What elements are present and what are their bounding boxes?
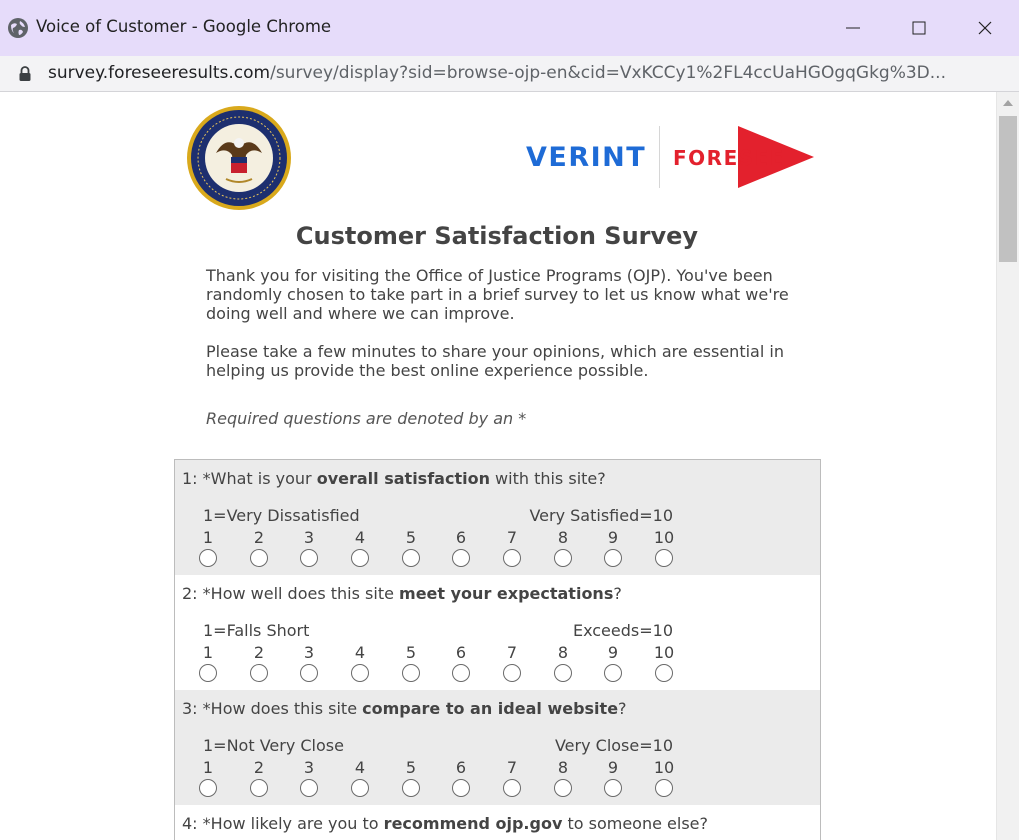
globe-icon	[7, 17, 29, 39]
q3-radio-3[interactable]	[300, 779, 318, 797]
question-text	[182, 814, 708, 833]
scale-number: 6	[455, 528, 467, 547]
scale-high-text: Very Close=10	[554, 736, 673, 755]
q1-radio-10[interactable]	[655, 549, 673, 567]
url-text	[48, 63, 946, 83]
scale-number: 10	[653, 758, 675, 777]
q1-radio-7[interactable]	[503, 549, 521, 567]
doj-ojp-seal-logo	[186, 105, 292, 211]
foresee-logo: FORESEE	[673, 146, 785, 170]
q1-radio-8[interactable]	[554, 549, 572, 567]
logo-divider	[659, 126, 660, 188]
url-path: /survey/display?sid=browse-ojp-en&cid=VxKCCy1%2FL4ccUaHGOgqGkg%3D...	[270, 63, 946, 83]
q3-radio-2[interactable]	[250, 779, 268, 797]
scale-number: 1	[202, 643, 214, 662]
scale-number: 2	[253, 643, 265, 662]
intro-paragraph-1: Thank you for visiting the Office of Justice Programs (OJP). You've been randomly chosen to take part in a brief survey to let us know what we're doing well and where we can improve.	[206, 266, 789, 323]
q1-radio-3[interactable]	[300, 549, 318, 567]
q2-radio-3[interactable]	[300, 664, 318, 682]
question-text	[182, 699, 627, 718]
scale-number: 7	[506, 643, 518, 662]
q1-radio-2[interactable]	[250, 549, 268, 567]
q2-radio-6[interactable]	[452, 664, 470, 682]
scale-number: 8	[557, 528, 569, 547]
address-bar[interactable]	[0, 56, 1019, 92]
q3-radio-8[interactable]	[554, 779, 572, 797]
close-icon	[977, 20, 993, 36]
scale-number: 5	[405, 643, 417, 662]
question-4	[175, 805, 820, 840]
question-prefix: 3: *How does this site	[182, 699, 363, 718]
q3-radio-5[interactable]	[402, 779, 420, 797]
q3-radio-7[interactable]	[503, 779, 521, 797]
scale-number: 7	[506, 758, 518, 777]
scale-number: 9	[607, 758, 619, 777]
q1-radio-1[interactable]	[199, 549, 217, 567]
q2-radio-7[interactable]	[503, 664, 521, 682]
question-suffix: ?	[613, 584, 622, 603]
q1-radio-5[interactable]	[402, 549, 420, 567]
scale-number: 5	[405, 758, 417, 777]
required-questions-note: Required questions are denoted by an *	[206, 409, 527, 428]
scale-low-label: 1=Falls Short	[203, 621, 310, 640]
scroll-up-arrow-icon[interactable]	[1003, 100, 1013, 106]
window-title-bar	[0, 0, 1019, 56]
scale-number: 4	[354, 528, 366, 547]
questions-panel	[174, 459, 821, 840]
close-button[interactable]	[970, 14, 1000, 42]
question-emphasis: compare to an ideal website	[362, 699, 619, 718]
q3-radio-9[interactable]	[604, 779, 622, 797]
verint-logo: VERINT	[526, 142, 647, 173]
scale-high-text: Very Satisfied=10	[529, 506, 673, 525]
url-host: survey.foreseeresults.com	[48, 63, 271, 83]
question-3	[175, 690, 820, 805]
scale-number: 3	[303, 528, 315, 547]
scale-high-text: Exceeds=10	[572, 621, 673, 640]
scale-number: 4	[354, 758, 366, 777]
window-title: Voice of Customer - Google Chrome	[36, 17, 332, 36]
question-emphasis: overall satisfaction	[316, 469, 490, 488]
scale-number: 1	[202, 758, 214, 777]
question-prefix: 4: *How likely are you to	[182, 814, 384, 833]
q3-radio-1[interactable]	[199, 779, 217, 797]
minimize-button[interactable]	[838, 14, 868, 42]
scale-number: 6	[455, 758, 467, 777]
q3-radio-6[interactable]	[452, 779, 470, 797]
question-suffix: with this site?	[489, 469, 606, 488]
q2-radio-4[interactable]	[351, 664, 369, 682]
question-text	[182, 469, 606, 488]
q3-radio-4[interactable]	[351, 779, 369, 797]
q2-radio-8[interactable]	[554, 664, 572, 682]
scale-number: 8	[557, 758, 569, 777]
scale-low-label: 1=Very Dissatisfied	[203, 506, 360, 525]
scale-number: 8	[557, 643, 569, 662]
q2-radio-2[interactable]	[250, 664, 268, 682]
q2-radio-9[interactable]	[604, 664, 622, 682]
scale-number: 10	[653, 528, 675, 547]
scale-number: 7	[506, 528, 518, 547]
scale-number: 3	[303, 643, 315, 662]
question-1	[175, 460, 820, 575]
question-emphasis: meet your expectations	[399, 584, 614, 603]
scrollbar-thumb[interactable]	[999, 116, 1017, 262]
q3-radio-10[interactable]	[655, 779, 673, 797]
question-text	[182, 584, 622, 603]
question-prefix: 1: *What is your	[182, 469, 317, 488]
q1-radio-4[interactable]	[351, 549, 369, 567]
maximize-button[interactable]	[904, 14, 934, 42]
scale-number: 6	[455, 643, 467, 662]
scale-number: 2	[253, 528, 265, 547]
minimize-icon	[845, 20, 861, 36]
maximize-icon	[911, 20, 927, 36]
q2-radio-5[interactable]	[402, 664, 420, 682]
question-emphasis: recommend ojp.gov	[383, 814, 563, 833]
scale-low-label: 1=Not Very Close	[203, 736, 344, 755]
question-suffix: ?	[618, 699, 627, 718]
lock-icon	[18, 66, 32, 82]
scale-number: 1	[202, 528, 214, 547]
scale-number: 2	[253, 758, 265, 777]
vertical-scrollbar[interactable]	[996, 92, 1019, 840]
scale-number: 9	[607, 528, 619, 547]
question-2	[175, 575, 820, 690]
q1-radio-6[interactable]	[452, 549, 470, 567]
question-prefix: 2: *How well does this site	[182, 584, 400, 603]
survey-intro	[206, 266, 806, 399]
question-suffix: to someone else?	[562, 814, 708, 833]
q2-radio-1[interactable]	[199, 664, 217, 682]
survey-title: Customer Satisfaction Survey	[295, 222, 699, 250]
scale-number: 5	[405, 528, 417, 547]
q2-radio-10[interactable]	[655, 664, 673, 682]
scale-number: 9	[607, 643, 619, 662]
scale-number: 3	[303, 758, 315, 777]
intro-paragraph-2: Please take a few minutes to share your opinions, which are essential in helping us provide the best online experience possible.	[206, 342, 784, 380]
q1-radio-9[interactable]	[604, 549, 622, 567]
scale-number: 10	[653, 643, 675, 662]
scale-number: 4	[354, 643, 366, 662]
